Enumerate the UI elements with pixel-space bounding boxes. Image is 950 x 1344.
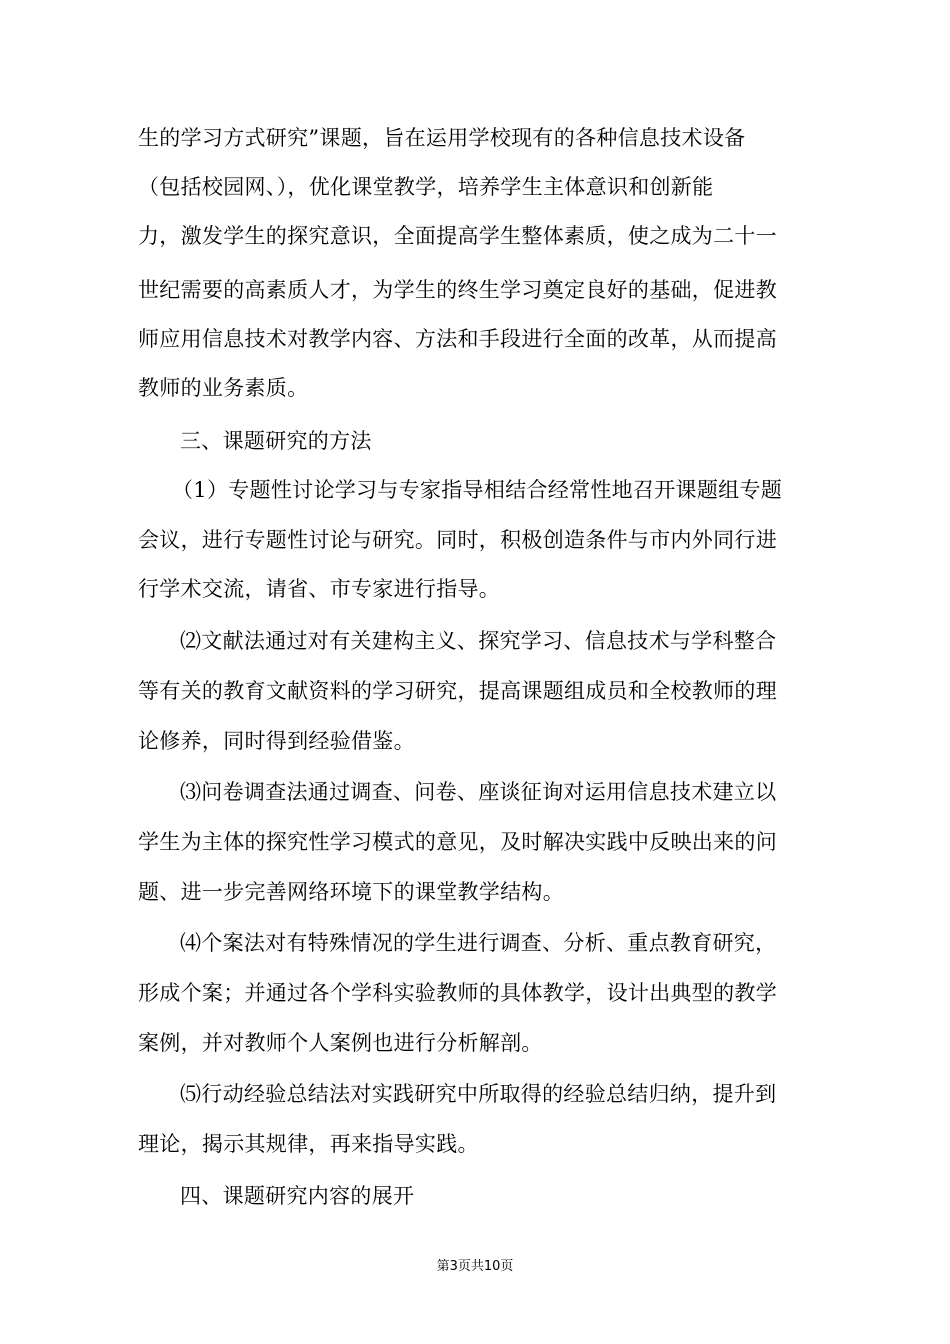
page-number-footer: 第3页共10页 (436, 1259, 514, 1274)
body-text-line: 题、进一步完善网络环境下的课堂教学结构。 (138, 880, 564, 904)
body-text-line: 论修养，同时得到经验借鉴。 (138, 729, 415, 753)
body-text-line: 会议，进行专题性讨论与研究。同时，积极创造条件与市内外同行进 (138, 528, 777, 552)
body-text-line: 行学术交流，请省、市专家进行指导。 (138, 577, 501, 601)
body-text-line: ⑶问卷调查法通过调查、问卷、座谈征询对运用信息技术建立以 (180, 780, 777, 804)
body-text-line: 世纪需要的高素质人才，为学生的终生学习奠定良好的基础，促进教 (138, 278, 777, 302)
section-heading: 四、课题研究内容的展开 (180, 1184, 415, 1208)
body-text-line: 生的学习方式研究”课题，旨在运用学校现有的各种信息技术设备 (138, 126, 746, 150)
body-text-line: 师应用信息技术对教学内容、方法和手段进行全面的改革，从而提高 (138, 327, 777, 351)
body-text-line: 力，激发学生的探究意识，全面提高学生整体素质，使之成为二十一 (138, 224, 777, 248)
body-text-line: 理论，揭示其规律，再来指导实践。 (138, 1132, 479, 1156)
body-text-line: （1）专题性讨论学习与专家指导相结合经常性地召开课题组专题 (172, 478, 783, 502)
body-text-line: 案例，并对教师个人案例也进行分析解剖。 (138, 1031, 543, 1055)
body-text-line: 等有关的教育文献资料的学习研究，提高课题组成员和全校教师的理 (138, 679, 777, 703)
body-text-line: ⑷个案法对有特殊情况的学生进行调查、分析、重点教育研究， (180, 931, 777, 955)
body-text-line: ⑵文献法通过对有关建构主义、探究学习、信息技术与学科整合 (180, 629, 777, 653)
body-text-line: 形成个案；并通过各个学科实验教师的具体教学，设计出典型的教学 (138, 981, 777, 1005)
body-text-line: ⑸行动经验总结法对实践研究中所取得的经验总结归纳，提升到 (180, 1082, 777, 1106)
body-text-line: 教师的业务素质。 (138, 376, 309, 400)
body-text-line: 学生为主体的探究性学习模式的意见，及时解决实践中反映出来的问 (138, 830, 777, 854)
body-text-line: （包括校园网、），优化课堂教学，培养学生主体意识和创新能 (138, 175, 714, 199)
section-heading: 三、课题研究的方法 (180, 429, 372, 453)
